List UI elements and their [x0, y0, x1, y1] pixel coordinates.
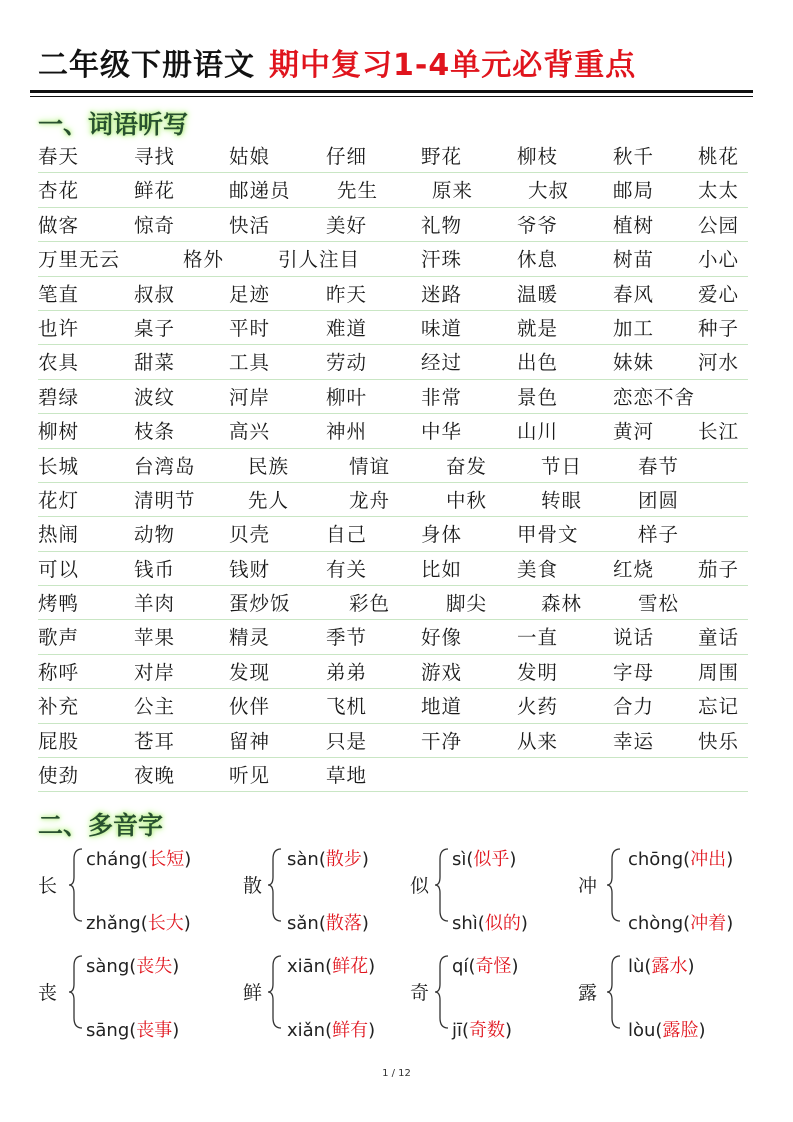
vocab-word: 仔细 [326, 145, 368, 168]
polyphone-reading [628, 909, 733, 935]
example-word: 鲜花 [332, 956, 369, 977]
vocab-word: 叔叔 [134, 282, 176, 306]
polyphone-group [410, 843, 600, 934]
pinyin: qí [452, 956, 469, 977]
polyphone-reading [452, 909, 528, 935]
vocab-word: 贝壳 [229, 523, 271, 547]
vocab-word: 波纹 [134, 385, 176, 409]
vocab-word: 味道 [421, 316, 463, 340]
vocab-word: 邮局 [613, 179, 655, 203]
vocab-word: 春风 [613, 282, 655, 306]
vocab-word: 惊奇 [134, 213, 176, 237]
vocab-word: 花灯 [38, 488, 80, 512]
paren-open: ( [318, 913, 326, 934]
paren-close: ) [511, 956, 519, 977]
vocab-word: 童话 [698, 626, 740, 650]
vocab-word: 游戏 [421, 660, 463, 684]
vocab-word: 汗珠 [421, 248, 463, 272]
vocab-word: 爷爷 [517, 213, 559, 237]
vocab-word: 恋恋不舍 [613, 385, 696, 409]
vocab-word: 台湾岛 [134, 454, 196, 478]
polyphone-char: 长 [38, 875, 58, 897]
vocab-word: 干净 [421, 729, 463, 753]
vocab-word: 迷路 [421, 282, 463, 306]
example-word: 似的 [484, 913, 521, 934]
vocab-word: 羊肉 [134, 592, 176, 616]
vocab-word: 农具 [38, 351, 80, 375]
pinyin: sàng [86, 956, 130, 977]
vocab-word: 植树 [613, 213, 655, 237]
title-divider-thin [30, 96, 753, 97]
vocab-row [38, 689, 748, 723]
vocab-word: 称呼 [38, 660, 80, 684]
page-title [38, 40, 758, 90]
pinyin: jī [452, 1020, 463, 1041]
brace-icon [434, 952, 450, 1032]
vocab-row [38, 449, 748, 483]
vocab-row [38, 242, 748, 276]
vocab-word: 周围 [698, 660, 740, 684]
brace-icon [606, 952, 622, 1032]
polyphone-char: 冲 [578, 875, 598, 897]
example-word: 长大 [147, 913, 184, 934]
pinyin: zhǎng [86, 913, 141, 934]
vocab-word: 礼物 [421, 213, 463, 237]
paren-close: ) [361, 849, 369, 870]
example-word: 散步 [325, 849, 362, 870]
pinyin: lòu [628, 1020, 656, 1041]
brace-icon [606, 845, 622, 925]
vocab-word: 柳枝 [517, 145, 559, 168]
vocab-row [38, 380, 748, 414]
brace-icon [267, 845, 283, 925]
brace-icon [267, 952, 283, 1032]
example-word: 露水 [651, 956, 688, 977]
vocab-word: 太太 [698, 179, 740, 203]
vocab-word: 热闹 [38, 523, 80, 547]
vocab-word: 高兴 [229, 420, 271, 444]
vocab-word: 难道 [326, 316, 368, 340]
vocab-row [38, 758, 748, 792]
vocab-word: 发明 [517, 660, 559, 684]
vocab-word: 弟弟 [326, 660, 368, 684]
polyphone-reading [452, 1016, 512, 1042]
polyphone-group [578, 950, 768, 1041]
pinyin: sàn [287, 849, 319, 870]
vocab-word: 做客 [38, 213, 80, 237]
example-word: 鲜有 [332, 1020, 369, 1041]
vocab-word: 中华 [421, 420, 463, 444]
vocab-word: 长城 [38, 454, 80, 478]
vocab-word: 鲜花 [134, 179, 176, 203]
example-word: 丧事 [136, 1020, 173, 1041]
vocab-word: 自己 [326, 523, 368, 547]
vocab-word: 留神 [229, 729, 271, 753]
polyphone-reading [287, 845, 369, 871]
vocab-word: 先人 [248, 488, 290, 512]
vocab-word: 公主 [134, 695, 176, 719]
vocab-word: 河岸 [229, 385, 271, 409]
paren-close: ) [172, 1020, 180, 1041]
vocab-word: 枝条 [134, 420, 176, 444]
pinyin: sāng [86, 1020, 130, 1041]
vocab-word: 火药 [517, 695, 559, 719]
vocab-word: 蛋炒饭 [229, 592, 291, 616]
vocab-word: 忘记 [698, 695, 740, 719]
polyphone-group [578, 843, 768, 934]
vocab-word: 只是 [326, 729, 368, 753]
example-word: 长短 [148, 849, 185, 870]
vocab-word: 从来 [517, 729, 559, 753]
paren-close: ) [172, 956, 180, 977]
polyphone-reading [628, 845, 733, 871]
paren-close: ) [687, 956, 695, 977]
paren-close: ) [520, 913, 528, 934]
pinyin: sì [452, 849, 467, 870]
vocab-word: 情谊 [349, 454, 391, 478]
vocab-word: 快乐 [698, 729, 740, 753]
vocab-word: 红烧 [613, 557, 655, 581]
vocab-word: 听见 [229, 764, 271, 788]
vocab-word: 样子 [638, 523, 680, 547]
vocab-word: 森林 [541, 592, 583, 616]
vocab-word: 引人注目 [278, 248, 361, 272]
vocab-word: 美好 [326, 213, 368, 237]
vocab-word: 脚尖 [446, 592, 488, 616]
vocab-word: 桌子 [134, 316, 176, 340]
vocab-word: 节日 [541, 454, 583, 478]
example-word: 奇数 [469, 1020, 506, 1041]
vocab-word: 温暖 [517, 282, 559, 306]
vocab-word: 屁股 [38, 729, 80, 753]
vocab-word: 桃花 [698, 145, 740, 168]
vocab-word: 公园 [698, 213, 740, 237]
vocab-word: 姑娘 [229, 145, 271, 168]
vocab-list [38, 139, 748, 792]
vocab-row [38, 345, 748, 379]
vocab-row [38, 311, 748, 345]
paren-open: ( [644, 956, 652, 977]
page-number: 1 / 12 [382, 1068, 411, 1079]
vocab-word: 发现 [229, 660, 271, 684]
vocab-word: 出色 [517, 351, 559, 375]
example-word: 丧失 [136, 956, 173, 977]
vocab-word: 钱财 [229, 557, 271, 581]
vocab-word: 工具 [229, 351, 271, 375]
vocab-word: 补充 [38, 695, 80, 719]
polyphone-group [243, 843, 433, 934]
brace-icon [434, 845, 450, 925]
vocab-row [38, 208, 748, 242]
vocab-word: 使劲 [38, 764, 80, 788]
vocab-word: 长江 [698, 420, 740, 444]
vocab-word: 足迹 [229, 282, 271, 306]
paren-close: ) [184, 849, 192, 870]
vocab-word: 对岸 [134, 660, 176, 684]
vocab-word: 柳叶 [326, 385, 368, 409]
polyphone-reading [287, 1016, 375, 1042]
polyphone-reading [287, 909, 369, 935]
vocab-word: 秋千 [613, 145, 655, 168]
vocab-word: 山川 [517, 420, 559, 444]
paren-close: ) [509, 849, 517, 870]
vocab-word: 奋发 [446, 454, 488, 478]
example-word: 冲出 [690, 849, 727, 870]
paren-close: ) [726, 913, 734, 934]
pinyin: shì [452, 913, 478, 934]
vocab-word: 经过 [421, 351, 463, 375]
paren-open: ( [141, 849, 149, 870]
vocab-word: 邮递员 [229, 179, 291, 203]
paren-open: ( [655, 1020, 663, 1041]
vocab-word: 就是 [517, 316, 559, 340]
section-heading-vocab: 一、词语听写 [38, 110, 189, 139]
polyphone-reading [628, 952, 694, 978]
paren-open: ( [318, 849, 326, 870]
vocab-word: 也许 [38, 316, 80, 340]
polyphone-char: 露 [578, 982, 598, 1004]
vocab-word: 茄子 [698, 557, 740, 581]
vocab-row [38, 173, 748, 207]
vocab-word: 原来 [432, 179, 474, 203]
polyphone-group [38, 843, 228, 934]
vocab-word: 小心 [698, 248, 740, 272]
paren-open: ( [477, 913, 485, 934]
vocab-word: 甜菜 [134, 351, 176, 375]
paren-close: ) [368, 956, 376, 977]
paren-open: ( [325, 956, 333, 977]
vocab-word: 彩色 [349, 592, 391, 616]
vocab-word: 身体 [421, 523, 463, 547]
vocab-word: 甲骨文 [517, 523, 579, 547]
vocab-word: 可以 [38, 557, 80, 581]
paren-open: ( [129, 956, 137, 977]
vocab-row [38, 277, 748, 311]
vocab-word: 好像 [421, 626, 463, 650]
paren-open: ( [468, 956, 476, 977]
section-heading-polyphones: 二、多音字 [38, 811, 164, 840]
example-word: 奇怪 [475, 956, 512, 977]
vocab-word: 伙伴 [229, 695, 271, 719]
pinyin: sǎn [287, 913, 319, 934]
vocab-word: 美食 [517, 557, 559, 581]
vocab-word: 比如 [421, 557, 463, 581]
polyphone-reading [86, 1016, 179, 1042]
vocab-word: 野花 [421, 145, 463, 168]
vocab-word: 夜晚 [134, 764, 176, 788]
vocab-word: 说话 [613, 626, 655, 650]
paren-close: ) [361, 913, 369, 934]
vocab-word: 劳动 [326, 351, 368, 375]
vocab-word: 爱心 [698, 282, 740, 306]
polyphone-reading [452, 845, 516, 871]
paren-open: ( [466, 849, 474, 870]
brace-icon [68, 952, 84, 1032]
vocab-word: 寻找 [134, 145, 176, 168]
title-main: 二年级下册语文 [38, 48, 255, 83]
vocab-row [38, 655, 748, 689]
polyphone-group [38, 950, 228, 1041]
paren-open: ( [462, 1020, 470, 1041]
vocab-word: 龙舟 [349, 488, 391, 512]
polyphone-reading [628, 1016, 705, 1042]
vocab-row [38, 414, 748, 448]
vocab-word: 柳树 [38, 420, 80, 444]
vocab-word: 钱币 [134, 557, 176, 581]
paren-open: ( [683, 913, 691, 934]
vocab-word: 妹妹 [613, 351, 655, 375]
vocab-word: 格外 [183, 248, 225, 272]
vocab-word: 春节 [638, 454, 680, 478]
vocab-row [38, 517, 748, 551]
vocab-word: 苹果 [134, 626, 176, 650]
polyphone-char: 鲜 [243, 982, 263, 1004]
brace-icon [68, 845, 84, 925]
vocab-word: 昨天 [326, 282, 368, 306]
paren-close: ) [183, 913, 191, 934]
vocab-word: 加工 [613, 316, 655, 340]
polyphone-char: 散 [243, 875, 263, 897]
vocab-word: 雪松 [638, 592, 680, 616]
example-word: 露脸 [662, 1020, 699, 1041]
paren-close: ) [368, 1020, 376, 1041]
vocab-word: 杏花 [38, 179, 80, 203]
pinyin: xiǎn [287, 1020, 326, 1041]
vocab-word: 有关 [326, 557, 368, 581]
polyphone-reading [86, 845, 191, 871]
vocab-word: 快活 [229, 213, 271, 237]
polyphone-char: 似 [410, 875, 430, 897]
vocab-word: 中秋 [446, 488, 488, 512]
polyphone-char: 丧 [38, 982, 58, 1004]
vocab-row [38, 552, 748, 586]
paren-close: ) [698, 1020, 706, 1041]
vocab-word: 歌声 [38, 626, 80, 650]
vocab-word: 非常 [421, 385, 463, 409]
pinyin: xiān [287, 956, 326, 977]
vocab-word: 季节 [326, 626, 368, 650]
polyphone-group [243, 950, 433, 1041]
polyphone-char: 奇 [410, 982, 430, 1004]
vocab-word: 树苗 [613, 248, 655, 272]
vocab-word: 合力 [613, 695, 655, 719]
vocab-word: 幸运 [613, 729, 655, 753]
vocab-word: 平时 [229, 316, 271, 340]
vocab-word: 春天 [38, 145, 80, 168]
vocab-word: 动物 [134, 523, 176, 547]
vocab-word: 先生 [337, 179, 379, 203]
vocab-word: 苍耳 [134, 729, 176, 753]
example-word: 冲着 [690, 913, 727, 934]
polyphone-reading [287, 952, 375, 978]
title-divider [30, 90, 753, 93]
vocab-word: 团圆 [638, 488, 680, 512]
pinyin: chòng [628, 913, 684, 934]
polyphone-reading [86, 909, 191, 935]
vocab-word: 景色 [517, 385, 559, 409]
vocab-word: 大叔 [528, 179, 570, 203]
vocab-word: 休息 [517, 248, 559, 272]
vocab-word: 转眼 [541, 488, 583, 512]
vocab-row [38, 586, 748, 620]
pinyin: lù [628, 956, 645, 977]
example-word: 似乎 [473, 849, 510, 870]
vocab-row [38, 620, 748, 654]
paren-open: ( [325, 1020, 333, 1041]
example-word: 散落 [325, 913, 362, 934]
pinyin: cháng [86, 849, 142, 870]
paren-open: ( [683, 849, 691, 870]
vocab-word: 一直 [517, 626, 559, 650]
vocab-word: 民族 [248, 454, 290, 478]
paren-close: ) [726, 849, 734, 870]
polyphone-reading [452, 952, 519, 978]
vocab-word: 飞机 [326, 695, 368, 719]
vocab-word: 神州 [326, 420, 368, 444]
vocab-word: 烤鸭 [38, 592, 80, 616]
vocab-word: 河水 [698, 351, 740, 375]
paren-open: ( [140, 913, 148, 934]
vocab-word: 精灵 [229, 626, 271, 650]
pinyin: chōng [628, 849, 684, 870]
vocab-word: 碧绿 [38, 385, 80, 409]
vocab-word: 种子 [698, 316, 740, 340]
vocab-word: 草地 [326, 764, 368, 788]
vocab-word: 地道 [421, 695, 463, 719]
paren-close: ) [505, 1020, 513, 1041]
vocab-row [38, 483, 748, 517]
vocab-word: 黄河 [613, 420, 655, 444]
vocab-word: 笔直 [38, 282, 80, 306]
paren-open: ( [129, 1020, 137, 1041]
polyphone-group [410, 950, 600, 1041]
polyphone-reading [86, 952, 179, 978]
title-highlight: 期中复习1-4单元必背重点 [269, 48, 637, 83]
vocab-word: 字母 [613, 660, 655, 684]
vocab-word: 清明节 [134, 488, 196, 512]
vocab-word: 万里无云 [38, 248, 121, 272]
vocab-row [38, 139, 748, 173]
vocab-row [38, 724, 748, 758]
